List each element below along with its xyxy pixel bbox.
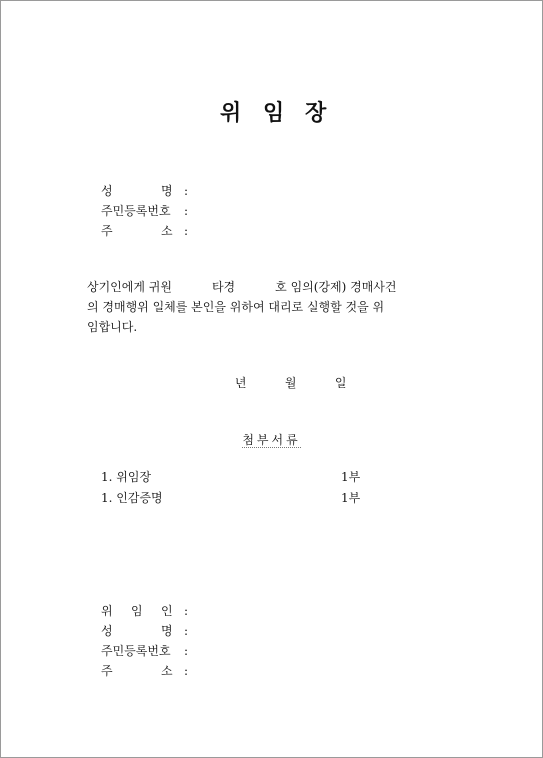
delegator-id-row [101, 201, 311, 221]
attachment-count: 1부 [341, 470, 361, 484]
title-char-3: 장 [305, 100, 327, 126]
delegator-address-label [101, 221, 181, 241]
delegate-name-row [101, 621, 311, 641]
label-char: 인 [161, 604, 173, 618]
delegate-id-row [101, 641, 311, 661]
label-char: 주 [101, 224, 113, 238]
field-colon: : [183, 624, 189, 638]
label-char: 위 [101, 604, 113, 618]
delegate-role-label [101, 601, 181, 621]
delegate-id-label [101, 641, 181, 661]
attachment-name: 1. 인감증명 [101, 491, 163, 505]
delegate-name-label [101, 621, 181, 641]
delegation-statement [87, 277, 437, 337]
attachments-list [101, 467, 361, 509]
label-char: 명 [161, 624, 173, 638]
delegator-address-row [101, 221, 311, 241]
document-title [1, 99, 542, 127]
delegate-role-row [101, 601, 311, 621]
label-text: 주민등록번호 [101, 644, 171, 658]
attachment-item [101, 488, 361, 509]
date-line [1, 373, 542, 393]
attachment-count: 1부 [341, 491, 361, 505]
day-label: 일 [334, 376, 347, 390]
delegator-id-label [101, 201, 181, 221]
delegate-info [101, 601, 311, 681]
field-colon: : [183, 604, 189, 618]
delegator-info [101, 181, 311, 241]
statement-line-3: 임합니다. [87, 320, 138, 334]
statement-line-1-part-3: 호 임의(강제) 경매사건 [275, 280, 397, 294]
label-char: 성 [101, 184, 113, 198]
attachment-name: 1. 위임장 [101, 470, 152, 484]
delegate-address-row [101, 661, 311, 681]
field-colon: : [183, 204, 189, 218]
statement-line-1 [87, 277, 437, 297]
field-colon: : [183, 664, 189, 678]
title-char-2: 임 [263, 100, 285, 126]
label-char: 성 [101, 624, 113, 638]
field-colon: : [183, 184, 189, 198]
label-char: 소 [161, 224, 173, 238]
delegator-name-label [101, 181, 181, 201]
statement-line-1-part-2: 타경 [211, 280, 236, 294]
label-char: 임 [131, 604, 143, 618]
label-char: 명 [161, 184, 173, 198]
delegate-address-label [101, 661, 181, 681]
attachments-heading-text: 첨부서류 [242, 433, 301, 447]
year-label: 년 [234, 376, 247, 390]
title-char-1: 위 [220, 100, 242, 126]
label-text: 주민등록번호 [101, 204, 171, 218]
field-colon: : [183, 644, 189, 658]
label-char: 소 [161, 664, 173, 678]
label-char: 주 [101, 664, 113, 678]
attachments-heading [1, 431, 542, 449]
field-colon: : [183, 224, 189, 238]
statement-line-2: 의 경매행위 일체를 본인을 위하여 대리로 실행할 것을 위 [87, 300, 385, 314]
month-label: 월 [284, 376, 297, 390]
statement-line-1-part-1: 상기인에게 귀원 [87, 280, 172, 294]
delegator-name-row [101, 181, 311, 201]
attachment-item [101, 467, 361, 488]
